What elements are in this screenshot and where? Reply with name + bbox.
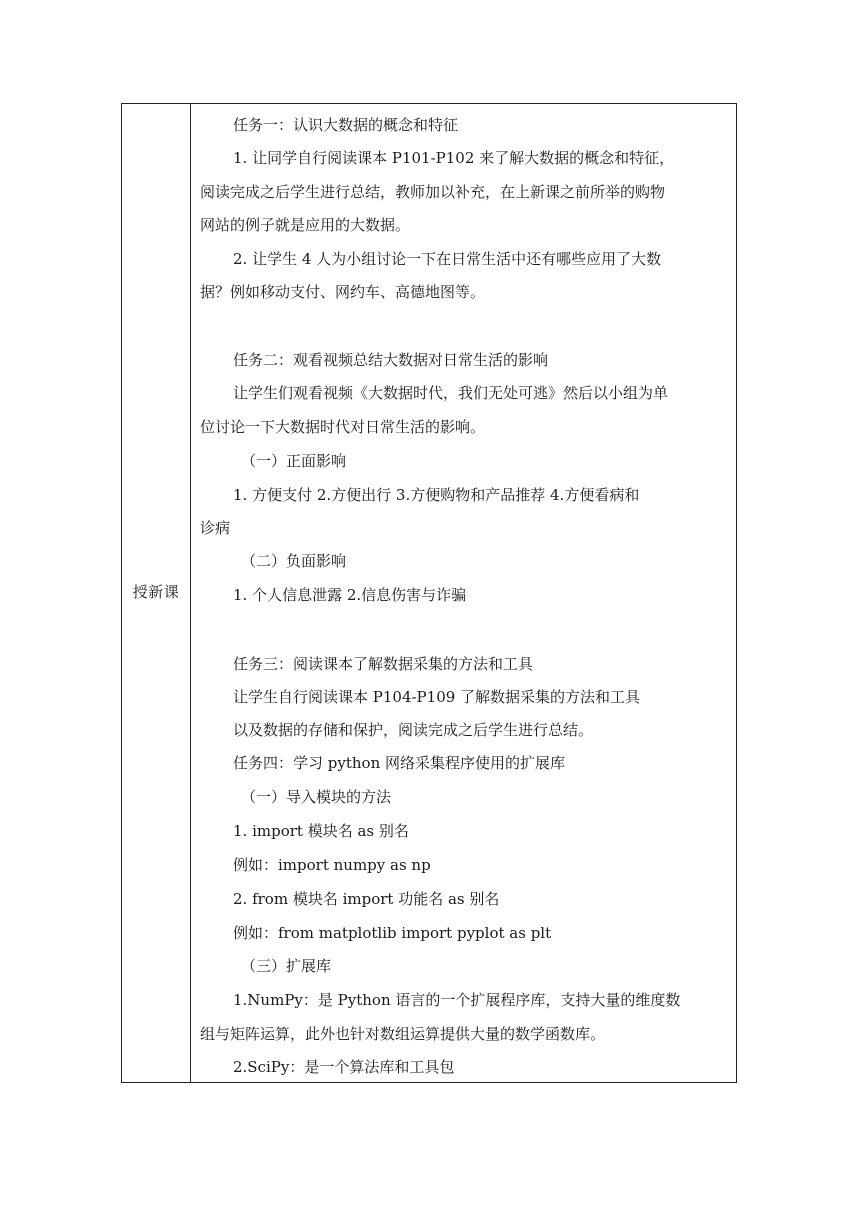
lesson-table [121, 103, 737, 1083]
task1-item1-line1: 1. 让同学自行阅读课本 P101-P102 来了解大数据的概念和特征， [233, 149, 675, 167]
positive-list-line1: 1. 方便支付 2.方便出行 3.方便购物和产品推荐 4.方便看病和 [233, 486, 640, 504]
task1-item1-line2: 阅读完成之后学生进行总结，教师加以补充，在上新课之前所举的购物 [200, 183, 666, 201]
task2-heading: 任务二：观看视频总结大数据对日常生活的影响 [233, 351, 549, 369]
import-method-2: 2. from 模块名 import 功能名 as 别名 [233, 890, 500, 908]
task3-para-line2: 以及数据的存储和保护，阅读完成之后学生进行总结。 [233, 721, 594, 739]
positive-heading: （一）正面影响 [241, 452, 347, 470]
row-label: 授新课 [132, 583, 180, 601]
negative-heading: （二）负面影响 [241, 552, 347, 570]
import-methods-heading: （一）导入模块的方法 [241, 788, 392, 806]
task4-heading: 任务四：学习 python 网络采集程序使用的扩展库 [233, 754, 565, 772]
extensions-heading: （三）扩展库 [241, 957, 332, 975]
task1-heading: 任务一：认识大数据的概念和特征 [233, 116, 459, 134]
negative-list: 1. 个人信息泄露 2.信息伤害与诈骗 [233, 586, 467, 604]
positive-list-line2: 诊病 [200, 519, 231, 537]
scipy-line: 2.SciPy：是一个算法库和工具包 [233, 1058, 455, 1076]
task3-heading: 任务三：阅读课本了解数据采集的方法和工具 [233, 655, 534, 673]
task1-item1-line3: 网站的例子就是应用的大数据。 [200, 216, 411, 234]
import-example-1: 例如：import numpy as np [233, 856, 431, 874]
task3-para-line1: 让学生自行阅读课本 P104-P109 了解数据采集的方法和工具 [233, 688, 641, 706]
numpy-line2: 组与矩阵运算，此外也针对数组运算提供大量的数学函数库。 [200, 1025, 606, 1043]
task2-para-line2: 位讨论一下大数据时代对日常生活的影响。 [200, 418, 486, 436]
import-method-1: 1. import 模块名 as 别名 [233, 822, 409, 840]
task2-para-line1: 让学生们观看视频《大数据时代，我们无处可逃》然后以小组为单 [233, 384, 669, 402]
lesson-content [191, 104, 736, 1082]
task1-item2-line1: 2. 让学生 4 人为小组讨论一下在日常生活中还有哪些应用了大数 [233, 250, 662, 268]
numpy-line1: 1.NumPy：是 Python 语言的一个扩展程序库，支持大量的维度数 [233, 991, 681, 1009]
import-example-2: 例如：from matplotlib import pyplot as plt [233, 924, 552, 942]
task1-item2-line2: 据？例如移动支付、网约车、高德地图等。 [200, 283, 486, 301]
